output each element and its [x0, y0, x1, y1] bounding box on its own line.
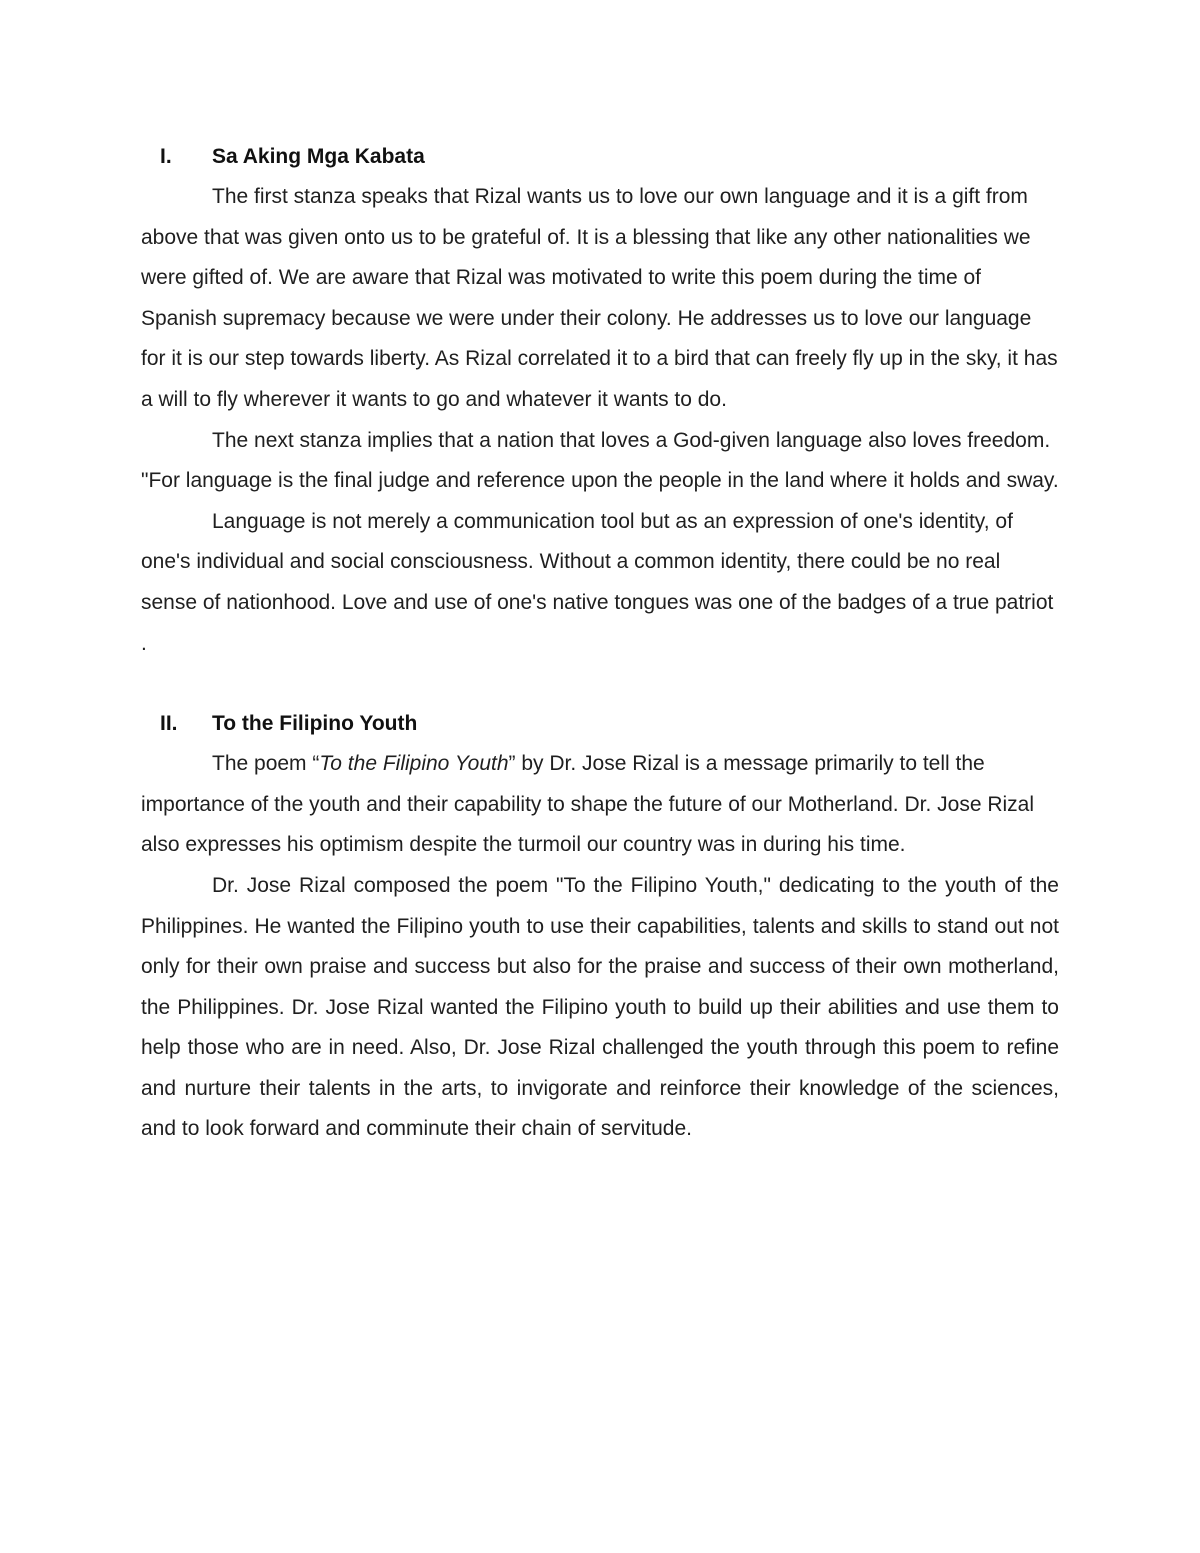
paragraph: The next stanza implies that a nation that loves a God-given language also loves freedom. "For language is the final judge and reference upon the people in the land where it holds and sway.	[141, 428, 1059, 493]
section-numeral: II.	[160, 712, 178, 736]
paragraph: Language is not merely a communication tool but as an expression of one's identity, of one's individual and social consciousness. Without a common identity, there could be no real sense of nationhood. Love and use of one's native tongues was one of the badges of a true patriot .	[141, 509, 1054, 655]
document-page	[141, 137, 1059, 1150]
section-title: To the Filipino Youth	[212, 712, 418, 736]
section-sa-aking-mga-kabata	[141, 137, 1059, 664]
poem-title-italic: To the Filipino Youth	[319, 752, 509, 776]
paragraph-text: ” by Dr. Jose Rizal is a message primarily to tell the importance of the youth and their capability to shape the future of our Motherland. Dr. Jose Rizal also expresses his optimism despite the turmoil our country was in during his time.	[141, 752, 1035, 857]
section-title: Sa Aking Mga Kabata	[212, 145, 425, 168]
section-heading	[141, 704, 1059, 744]
section-to-the-filipino-youth	[141, 704, 1059, 1150]
section-numeral: I.	[160, 145, 172, 168]
paragraph-intro	[141, 744, 1059, 866]
paragraph: The first stanza speaks that Rizal wants us to love our own language and it is a gift from above that was given onto us to be grateful of. It is a blessing that like any other nationalities we were gifted of. We are aware that Rizal was motivated to write this poem during the time of Spanish supremacy because we were under their colony. He addresses us to love our language for it is our step towards liberty. As Rizal correlated it to a bird that can freely fly up in the sky, it has a will to fly wherever it wants to go and whatever it wants to do.	[141, 185, 1058, 411]
paragraph: Dr. Jose Rizal composed the poem "To the Filipino Youth," dedicating to the youth of the Philippines. He wanted the Filipino youth to use their capabilities, talents and skills to stand out not only for their own praise and success but also for the praise and success of their own motherland, the Philippines. Dr. Jose Rizal wanted the Filipino youth to build up their abilities and use them to help those who are in need. Also, Dr. Jose Rizal challenged the youth through this poem to refine and nurture their talents in the arts, to invigorate and reinforce their knowledge of the sciences, and to look forward and comminute their chain of servitude.	[141, 873, 1059, 1141]
paragraph-text: The poem “	[212, 752, 320, 776]
section-heading	[141, 137, 1059, 177]
